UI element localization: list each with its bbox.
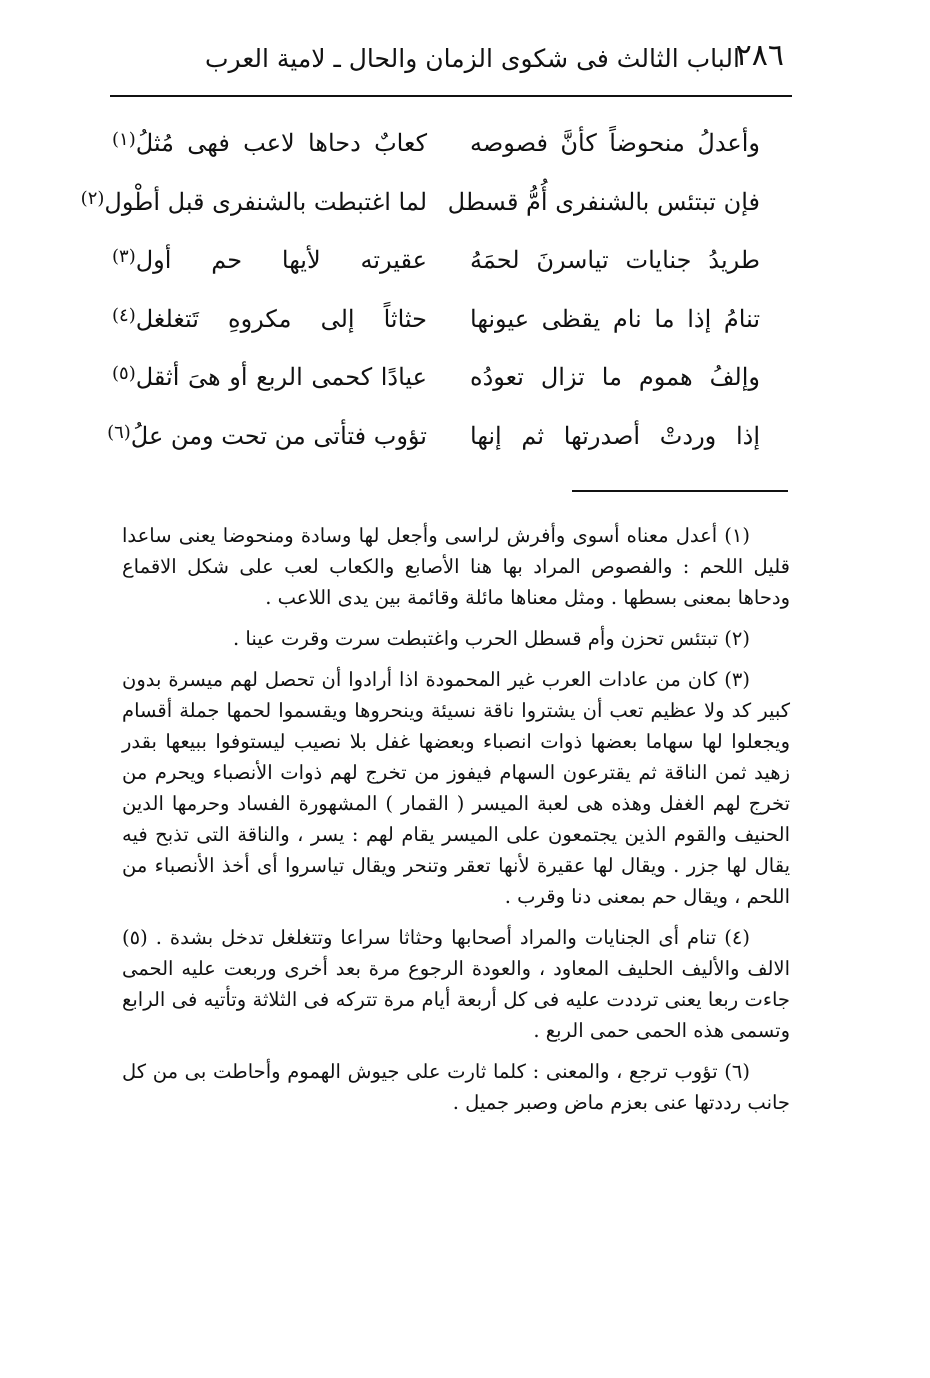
verse-second-text: لما اغتبطت بالشنفرى قبل أطْول	[104, 187, 427, 216]
verse-4	[100, 301, 770, 360]
footnote-6: (٦) تؤوب ترجع ، والمعنى : كلما ثارت على جيوش الهموم وأحاطت بى من كل جانب رددتها عنى بعزم ماض وصبر جميل .	[122, 1060, 790, 1114]
footnote-ref: (٦)	[107, 421, 131, 443]
footnote-ref: (٤)	[112, 304, 136, 326]
verse-second-hemistich	[112, 129, 427, 157]
footnote-4-5: (٤) تنام أى الجنايات والمراد أصحابها وحثاثا سراعا وتتغلغل تدخل بشدة . (٥) الالف والأليف الحليف المعاود ، والعودة الرجوع مرة بعد أخرى وربعت عليه الحمى جاءت ربعا يعنى ترددت عليه فى كل أربعة أيام مرة تتركه فى الثلاثة وتأتيه فى الرابع وتسمى هذه الحمى حمى الربع .	[122, 926, 790, 1042]
verse-second-text: تؤوب فتأتى من تحت ومن علُ	[130, 421, 427, 450]
verse-first-hemistich: إذا وردتْ أصدرتها ثم إنها	[470, 421, 760, 450]
footnote-ref: (٥)	[112, 363, 136, 384]
verse-second-hemistich	[107, 421, 427, 450]
verse-second-text: حثاثاً إلى مكروهِ تَتغلغل	[135, 304, 427, 333]
footnote-3: (٣) كان من عادات العرب غير المحمودة اذا أرادوا أن تحصل لهم ميسرة بدون كبير كد ولا عظيم تعب أن يشتروا ناقة نسيئة وينحروها ويقسموا لحمها جملة أقسام ويجعلوا لها سهاما بعضها ذوات انصباء وبعضها غفل بلا نصيب ليستوفوا ببيعها بقدر زهيد ثمن الناقة ثم يقترعون السهام فيفوز من تخرج لهم ذوات الأنصباء ويحرم من تخرج لهم الغفل وهذه هى لعبة الميسر ( القمار ) المشهورة الفساد وحرمها الدين الحنيف والقوم الذين يجتمعون على الميسر يقام لهم : يسر ، والناقة التى تذبح فيه يقال لها جزر . ويقال لها عقيرة لأنها تعقر وتنحر ويقال تياسروا أى أخذ الأنصباء من اللحم ، ويقال حم بمعنى دنا وقرب .	[122, 668, 790, 908]
page-number: ٢٨٦	[735, 38, 784, 73]
verse-second-hemistich	[112, 305, 427, 333]
verse-first-hemistich: فإن تبتئس بالشنفرى أُمُّ قسطل	[447, 187, 760, 216]
verse-second-text: عقيرته لأيها حم أول	[135, 246, 427, 274]
verse-second-hemistich	[80, 187, 427, 216]
verse-5	[100, 359, 770, 418]
verse-first-hemistich: تنامُ إذا ما نام يقظى عيونها	[470, 304, 760, 333]
footnote-1: (١) أعدل معناه أسوى وأفرش لراسى وأجعل لها وسادة ومنحوضا يعنى ساعدا قليل اللحم : والفصوص المراد بها هنا الأصابع والكعاب لعب على شكل الاقماع ودحاها بمعنى بسطها . ومثل معناها مائلة وقائمة بين يدى اللاعب .	[122, 524, 790, 609]
poem-verses	[80, 125, 770, 476]
footnotes-separator	[572, 490, 788, 492]
footnotes	[122, 520, 790, 1118]
header-rule	[110, 95, 792, 97]
verse-first-hemistich: طريدُ جنايات تياسرنَ لحمَهُ	[470, 246, 760, 274]
footnote-ref: (٣)	[112, 246, 136, 267]
verse-second-text: كعابٌ دحاها لاعب فهى مُثلُ	[135, 129, 427, 157]
running-title: الباب الثالث فى شكوى الزمان والحال ـ لامية العرب	[205, 44, 740, 73]
verse-second-hemistich	[112, 246, 427, 274]
verse-2	[80, 184, 770, 243]
page-header	[110, 38, 790, 88]
footnote-2: (٢) تبتئس تحزن وأم قسطل الحرب واغتبطت سرت وقرت عينا .	[233, 627, 750, 650]
footnote-ref: (٢)	[80, 187, 105, 209]
verse-first-hemistich: وأعدلُ منحوضاً كأنَّ فصوصه	[470, 129, 760, 157]
verse-1	[100, 125, 770, 184]
verse-second-text: عيادًا كحمى الربع أو هىَ أثقل	[135, 363, 427, 391]
verse-3	[100, 242, 770, 301]
footnote-ref: (١)	[112, 129, 136, 150]
verse-second-hemistich	[112, 363, 427, 391]
verse-first-hemistich: وإلفُ هموم ما تزال تعودُه	[470, 363, 760, 391]
verse-6	[100, 418, 770, 477]
